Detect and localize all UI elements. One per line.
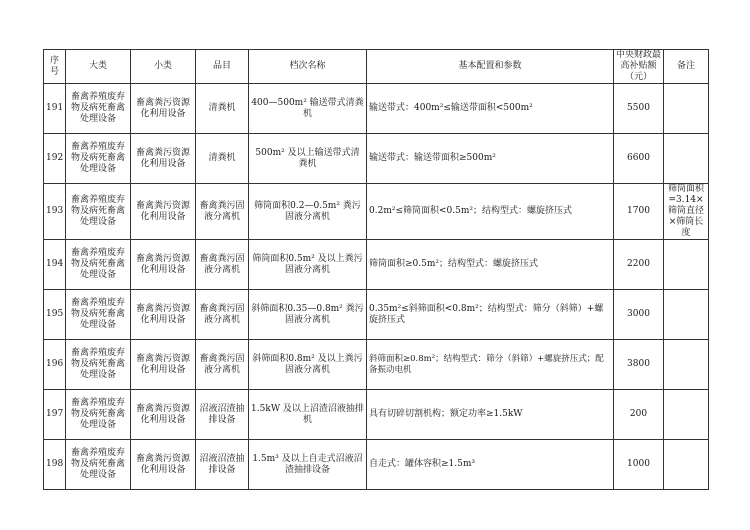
cell-config: 筛筒面积≥0.5m²；结构型式：螺旋挤压式 [367, 240, 614, 290]
header-config: 基本配置和参数 [367, 50, 614, 84]
header-grade-name: 档次名称 [249, 50, 367, 84]
cell-no: 198 [44, 440, 66, 490]
cell-no: 192 [44, 134, 66, 184]
cell-no: 195 [44, 290, 66, 340]
table-row [44, 240, 709, 290]
cell-config: 0.2m²≤筛筒面积<0.5m²；结构型式：螺旋挤压式 [367, 184, 614, 240]
cell-item: 清粪机 [196, 134, 249, 184]
cell-no: 191 [44, 84, 66, 134]
cell-item: 清粪机 [196, 84, 249, 134]
header-row [44, 50, 709, 84]
cell-minor: 畜禽粪污资源化利用设备 [131, 290, 196, 340]
header-minor-category: 小类 [131, 50, 196, 84]
cell-config: 自走式：罐体容积≥1.5m³ [367, 440, 614, 490]
cell-item: 沼液沼渣抽排设备 [196, 440, 249, 490]
cell-subsidy: 2200 [614, 240, 664, 290]
cell-major: 畜禽养殖废弃物及病死畜禽处理设备 [66, 340, 131, 390]
cell-note [664, 240, 709, 290]
cell-grade: 斜筛面积0.8m² 及以上粪污固液分离机 [249, 340, 367, 390]
header-major-category: 大类 [66, 50, 131, 84]
cell-subsidy: 200 [614, 390, 664, 440]
cell-major: 畜禽养殖废弃物及病死畜禽处理设备 [66, 440, 131, 490]
cell-note: 筛筒面积=3.14×筛筒直径×筛筒长度 [664, 184, 709, 240]
cell-minor: 畜禽粪污资源化利用设备 [131, 134, 196, 184]
cell-note [664, 84, 709, 134]
cell-config: 具有切碎切割机构；额定功率≥1.5kW [367, 390, 614, 440]
table-row [44, 290, 709, 340]
cell-grade: 筛筒面积0.5m² 及以上粪污固液分离机 [249, 240, 367, 290]
table-row [44, 84, 709, 134]
cell-note [664, 340, 709, 390]
cell-minor: 畜禽粪污资源化利用设备 [131, 184, 196, 240]
cell-note [664, 290, 709, 340]
cell-config: 0.35m²≤斜筛面积<0.8m²；结构型式：筛分（斜筛）+螺旋挤压式 [367, 290, 614, 340]
table-row [44, 184, 709, 240]
cell-subsidy: 3800 [614, 340, 664, 390]
cell-grade: 筛筒面积0.2—0.5m² 粪污固液分离机 [249, 184, 367, 240]
cell-item: 畜禽粪污固液分离机 [196, 290, 249, 340]
cell-major: 畜禽养殖废弃物及病死畜禽处理设备 [66, 240, 131, 290]
cell-minor: 畜禽粪污资源化利用设备 [131, 390, 196, 440]
cell-major: 畜禽养殖废弃物及病死畜禽处理设备 [66, 84, 131, 134]
cell-config: 输送带式：输送带面积≥500m² [367, 134, 614, 184]
cell-no: 194 [44, 240, 66, 290]
header-note: 备注 [664, 50, 709, 84]
cell-note [664, 390, 709, 440]
cell-note [664, 134, 709, 184]
cell-no: 193 [44, 184, 66, 240]
cell-item: 沼液沼渣抽排设备 [196, 390, 249, 440]
cell-grade: 1.5m³ 及以上自走式沼液沼渣抽排设备 [249, 440, 367, 490]
cell-no: 196 [44, 340, 66, 390]
header-item: 品目 [196, 50, 249, 84]
cell-subsidy: 1700 [614, 184, 664, 240]
cell-note [664, 440, 709, 490]
cell-major: 畜禽养殖废弃物及病死畜禽处理设备 [66, 184, 131, 240]
cell-item: 畜禽粪污固液分离机 [196, 184, 249, 240]
cell-grade: 1.5kW 及以上沼渣沼液抽排机 [249, 390, 367, 440]
cell-major: 畜禽养殖废弃物及病死畜禽处理设备 [66, 390, 131, 440]
table-row [44, 134, 709, 184]
cell-minor: 畜禽粪污资源化利用设备 [131, 240, 196, 290]
cell-item: 畜禽粪污固液分离机 [196, 240, 249, 290]
cell-subsidy: 6600 [614, 134, 664, 184]
cell-config: 斜筛面积≥0.8m²；结构型式：筛分（斜筛）+螺旋挤压式；配备振动电机 [367, 340, 614, 390]
cell-minor: 畜禽粪污资源化利用设备 [131, 440, 196, 490]
cell-subsidy: 1000 [614, 440, 664, 490]
cell-config: 输送带式：400m²≤输送带面积<500m² [367, 84, 614, 134]
cell-minor: 畜禽粪污资源化利用设备 [131, 84, 196, 134]
cell-subsidy: 5500 [614, 84, 664, 134]
header-no: 序号 [44, 50, 66, 84]
cell-grade: 500m² 及以上输送带式清粪机 [249, 134, 367, 184]
table-row [44, 340, 709, 390]
cell-grade: 400—500m² 输送带式清粪机 [249, 84, 367, 134]
cell-major: 畜禽养殖废弃物及病死畜禽处理设备 [66, 134, 131, 184]
cell-grade: 斜筛面积0.35—0.8m² 粪污固液分离机 [249, 290, 367, 340]
cell-subsidy: 3000 [614, 290, 664, 340]
cell-item: 畜禽粪污固液分离机 [196, 340, 249, 390]
cell-no: 197 [44, 390, 66, 440]
cell-minor: 畜禽粪污资源化利用设备 [131, 340, 196, 390]
header-subsidy: 中央财政最高补贴额（元） [614, 50, 664, 84]
table-row [44, 390, 709, 440]
table-row [44, 440, 709, 490]
subsidy-table [43, 49, 709, 490]
cell-major: 畜禽养殖废弃物及病死畜禽处理设备 [66, 290, 131, 340]
